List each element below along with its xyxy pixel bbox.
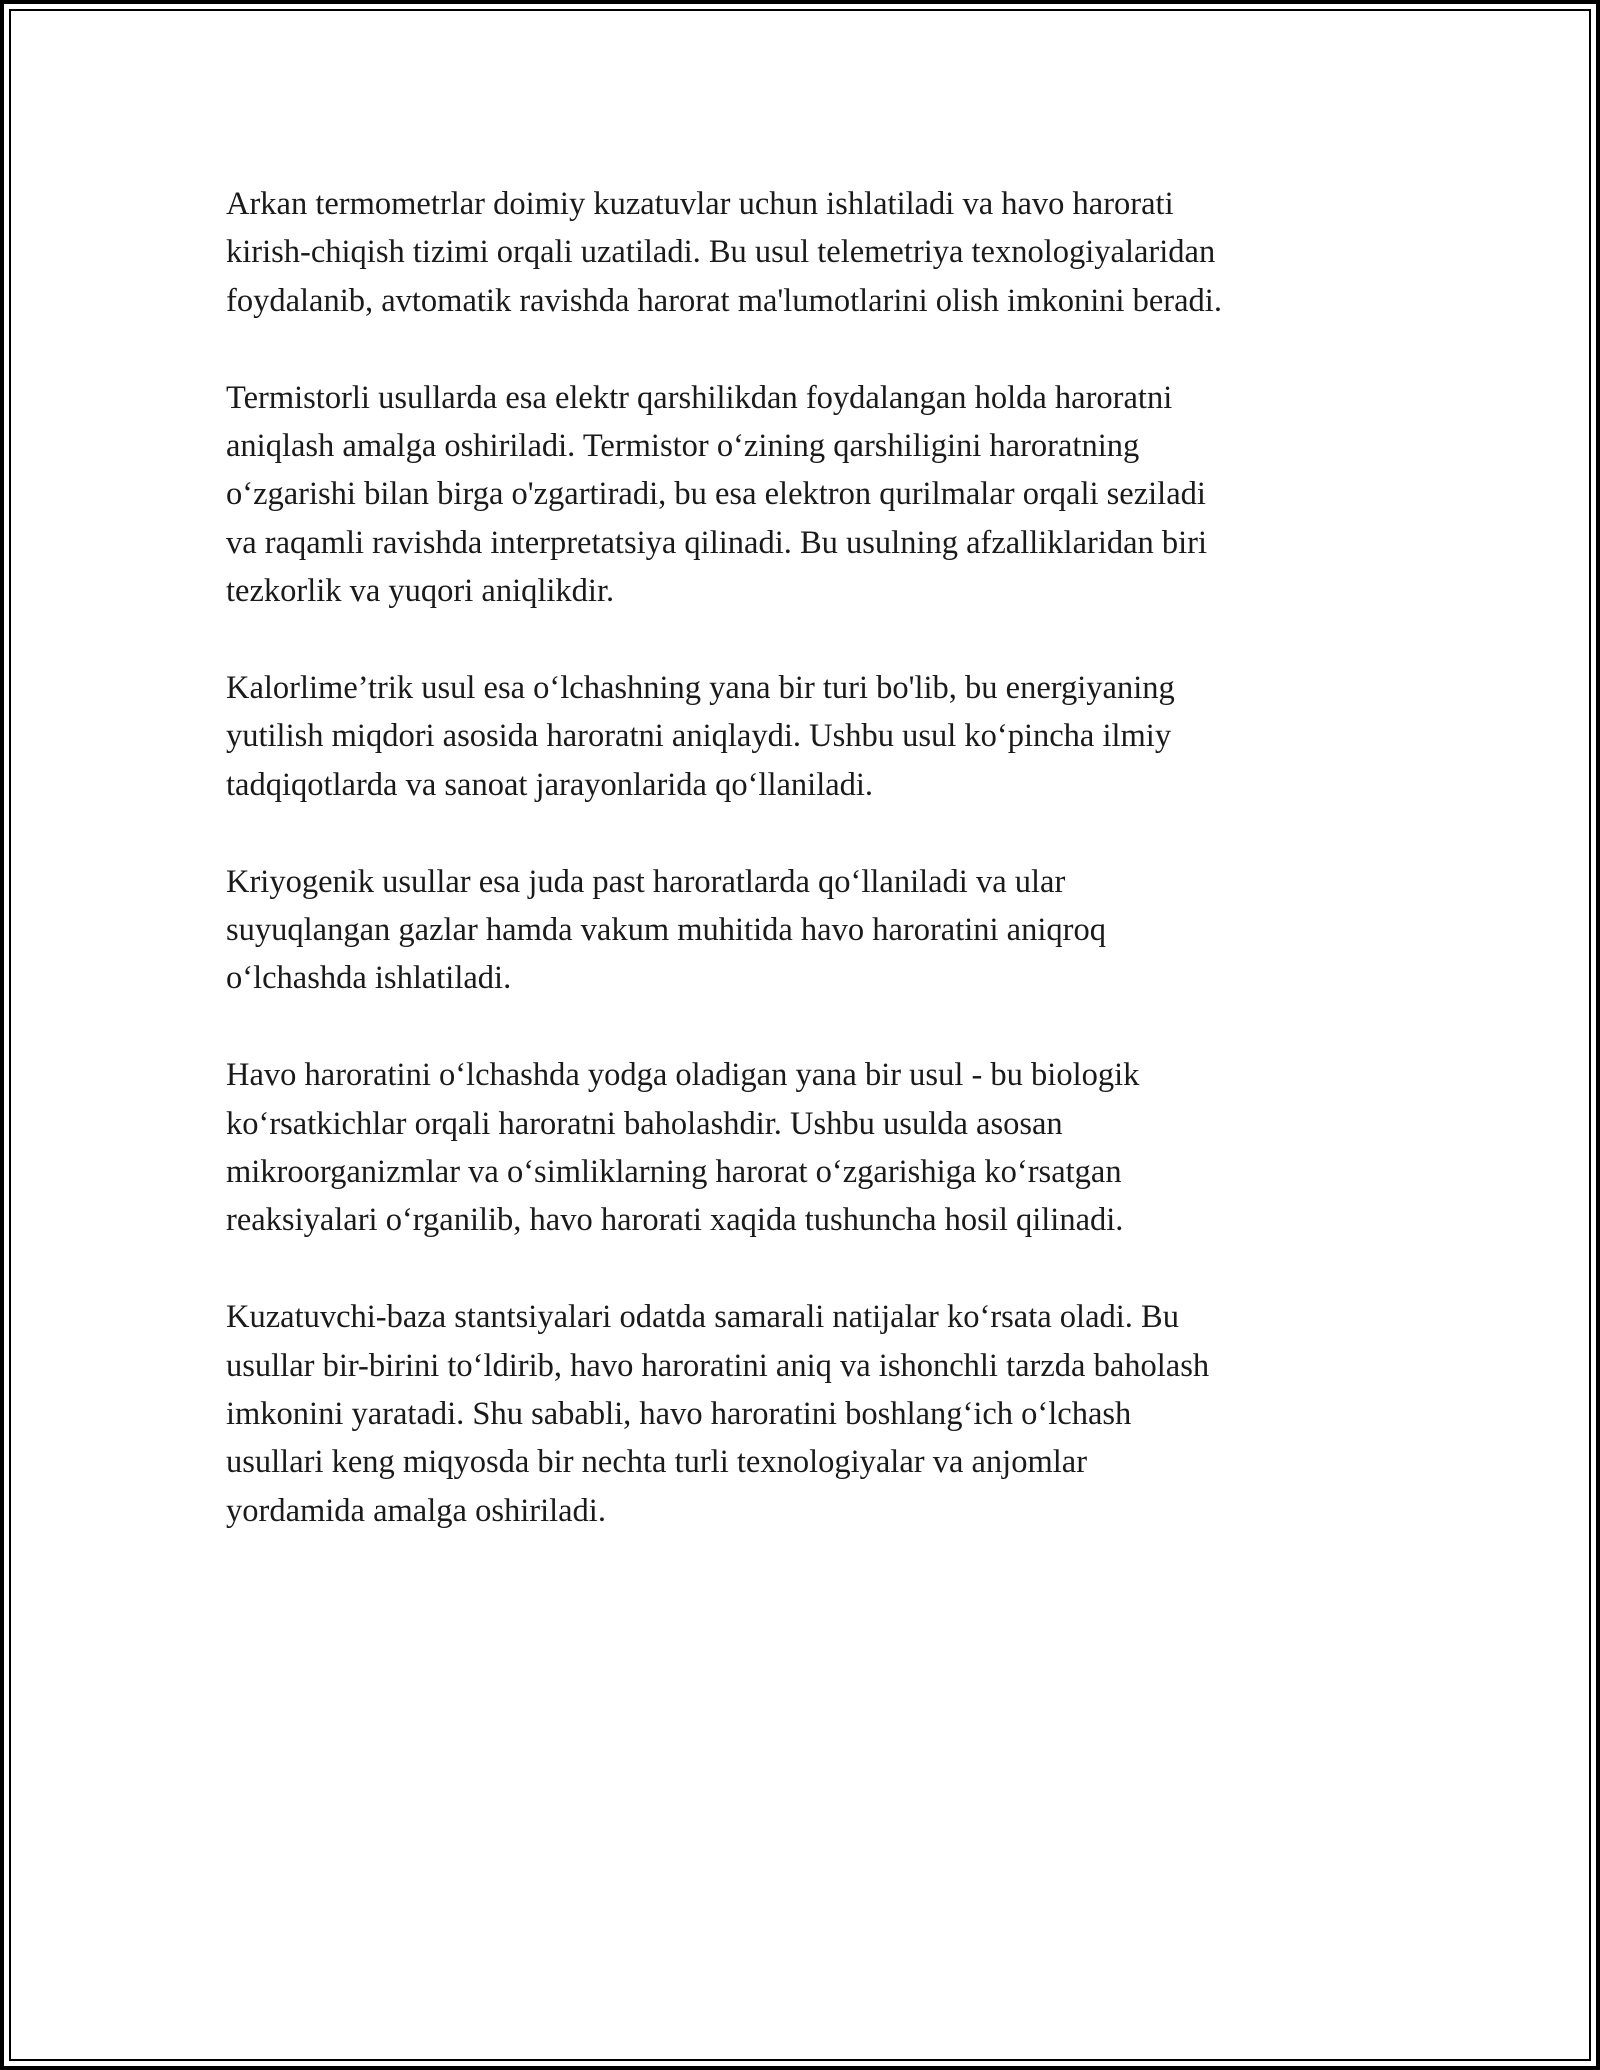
text-line: foydalanib, avtomatik ravishda harorat ma'lumotlarini olish imkonini beradi. xyxy=(226,282,1222,319)
text-line: usullar bir-birini to‘ldirib, havo haroratini aniq va ishonchli tarzda baholash xyxy=(226,1347,1210,1384)
text-line: yutilish miqdori asosida haroratni aniqlaydi. Ushbu usul ko‘pincha ilmiy xyxy=(226,718,1172,755)
text-line: aniqlash amalga oshiriladi. Termistor o‘zining qarshiligini haroratning xyxy=(226,428,1140,465)
text-line: Arkan termometrlar doimiy kuzatuvlar uchun ishlatiladi va havo harorati xyxy=(226,186,1174,222)
text-line: Kuzatuvchi-baza stantsiyalari odatda samarali natijalar ko‘rsata oladi. Bu xyxy=(226,1299,1179,1336)
text-line: suyuqlangan gazlar hamda vakum muhitida havo haroratini aniqroq xyxy=(226,912,1106,949)
text-line: imkonini yaratadi. Shu sababli, havo haroratini boshlang‘ich o‘lchash xyxy=(226,1396,1132,1433)
text-line: kirish-chiqish tizimi orqali uzatiladi. Bu usul telemetriya texnologiyalaridan xyxy=(226,234,1216,271)
paragraph-kuzatuvchi-baza xyxy=(226,1293,1376,1535)
paragraph-arkan-termometrlar xyxy=(226,180,1376,325)
text-line: ko‘rsatkichlar orqali haroratni baholashdir. Ushbu usulda asosan xyxy=(226,1105,1063,1142)
paragraph-biologik-korsatkichlar xyxy=(226,1051,1376,1245)
text-line: va raqamli ravishda interpretatsiya qilinadi. Bu usulning afzalliklaridan biri xyxy=(226,524,1208,561)
text-line: yordamida amalga oshiriladi. xyxy=(226,1492,606,1529)
text-line: mikroorganizmlar va o‘simliklarning harorat o‘zgarishiga ko‘rsatgan xyxy=(226,1154,1122,1191)
paragraph-kriyogenik-usullar xyxy=(226,858,1376,1003)
text-line: o‘zgarishi bilan birga o'zgartiradi, bu esa elektron qurilmalar orqali seziladi xyxy=(226,476,1206,513)
text-line: tezkorlik va yuqori aniqlikdir. xyxy=(226,573,615,610)
text-line: tadqiqotlarda va sanoat jarayonlarida qo‘llaniladi. xyxy=(226,766,874,803)
text-line: o‘lchashda ishlatiladi. xyxy=(226,960,512,997)
text-line: Kalorlime’trik usul esa o‘lchashning yana bir turi bo'lib, bu energiyaning xyxy=(226,670,1175,707)
document-body xyxy=(226,180,1376,1584)
text-line: usullari keng miqyosda bir nechta turli texnologiyalar va anjomlar xyxy=(226,1444,1088,1481)
paragraph-kalorimetrik-usul xyxy=(226,664,1376,809)
paragraph-termistorli-usullar xyxy=(226,374,1376,616)
text-line: Havo haroratini o‘lchashda yodga oladigan yana bir usul - bu biologik xyxy=(226,1057,1140,1094)
text-line: Termistorli usullarda esa elektr qarshilikdan foydalangan holda haroratni xyxy=(226,379,1173,416)
text-line: Kriyogenik usullar esa juda past haroratlarda qo‘llaniladi va ular xyxy=(226,863,1066,900)
text-line: reaksiyalari o‘rganilib, havo harorati xaqida tushuncha hosil qilinadi. xyxy=(226,1202,1124,1239)
